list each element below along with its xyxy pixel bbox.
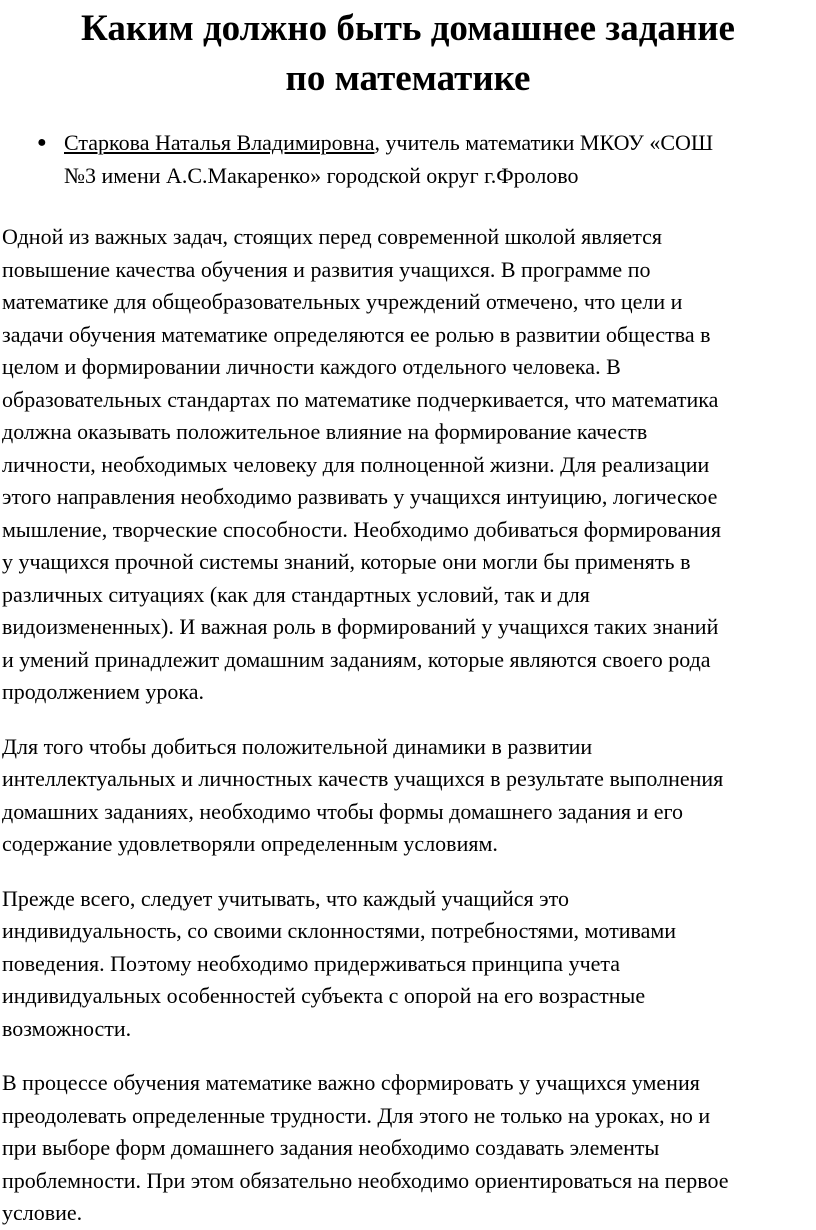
paragraph-line: Для того чтобы добиться положительной динамики в развитии [2,733,593,759]
paragraph-line: преодолевать определенные трудности. Для этого не только на уроках, но и [2,1102,711,1128]
author-list-item [37,126,814,192]
paragraph-line: этого направления необходимо развивать у учащихся интуицию, логическое [2,484,718,509]
title-line-1: Каким должно быть домашнее задание [81,8,735,49]
paragraph-4 [2,1067,814,1230]
paragraph-line: математике для общеобразовательных учреждений отмечено, что цели и [2,289,683,314]
author-affiliation: , учитель математики МКОУ «СОШ [374,130,714,155]
author-affiliation-line-2: №3 имени А.С.Макаренко» городской округ г.Фролово [64,163,579,188]
paragraph-line: образовательных стандартах по математике подчеркивается, что математика [2,386,719,412]
paragraph-line: повышение качества обучения и развития учащихся. В программе по [2,256,651,282]
paragraph-line: проблемности. При этом обязательно необходимо ориентироваться на первое [2,1167,729,1193]
paragraph-line: возможности. [2,1015,132,1041]
document-title [2,0,814,104]
author-name-link[interactable]: Старкова Наталья Владимировна [64,130,375,155]
paragraph-line: индивидуальность, со своими склонностями, потребностями, мотивами [2,918,677,943]
author-list [2,126,814,192]
paragraph-line: целом и формировании личности каждого отдельного человека. В [2,354,621,379]
paragraph-line: и умений принадлежит домашним заданиям, которые являются своего рода [2,646,711,672]
paragraph-line: личности, необходимых человеку для полноценной жизни. Для реализации [2,451,710,477]
bullet-icon: ● [37,134,47,151]
paragraph-line: Одной из важных задач, стоящих перед современной школой является [2,224,662,249]
paragraph-line: домашних заданиях, необходимо чтобы формы домашнего задания и его [2,798,684,824]
paragraph-line: видоизмененных). И важная роль в формирований у учащихся таких знаний [2,614,719,639]
paragraph-line: задачи обучения математике определяются ее ролью в развитии общества в [2,321,711,347]
paragraph-line: при выборе форм домашнего задания необходимо создавать элементы [2,1135,660,1160]
paragraph-line: различных ситуациях (как для стандартных условий, так и для [2,581,590,607]
paragraph-3 [2,883,814,1046]
paragraph-line: интеллектуальных и личностных качеств учащихся в результате выполнения [2,766,724,791]
title-line-2: по математике [285,58,531,99]
paragraph-line: мышление, творческие способности. Необходимо добиваться формирования [2,516,721,542]
paragraph-line: Прежде всего, следует учитывать, что каждый учащийся это [2,885,569,911]
paragraph-line: должна оказывать положительное влияние на формирование качеств [2,419,648,444]
paragraph-line: продолжением урока. [2,679,205,704]
document-body [2,221,814,1230]
paragraph-line: условие. [2,1200,83,1225]
paragraph-line: поведения. Поэтому необходимо придерживаться принципа учета [2,950,621,976]
paragraph-line: индивидуальных особенностей субъекта с опорой на его возрастные [2,983,646,1008]
paragraph-line: содержание удовлетворяли определенным условиям. [2,831,498,856]
paragraph-2 [2,731,814,861]
paragraph-1 [2,221,814,709]
paragraph-line: В процессе обучения математике важно сформировать у учащихся умения [2,1070,700,1095]
paragraph-line: у учащихся прочной системы знаний, которые они могли бы применять в [2,549,691,574]
